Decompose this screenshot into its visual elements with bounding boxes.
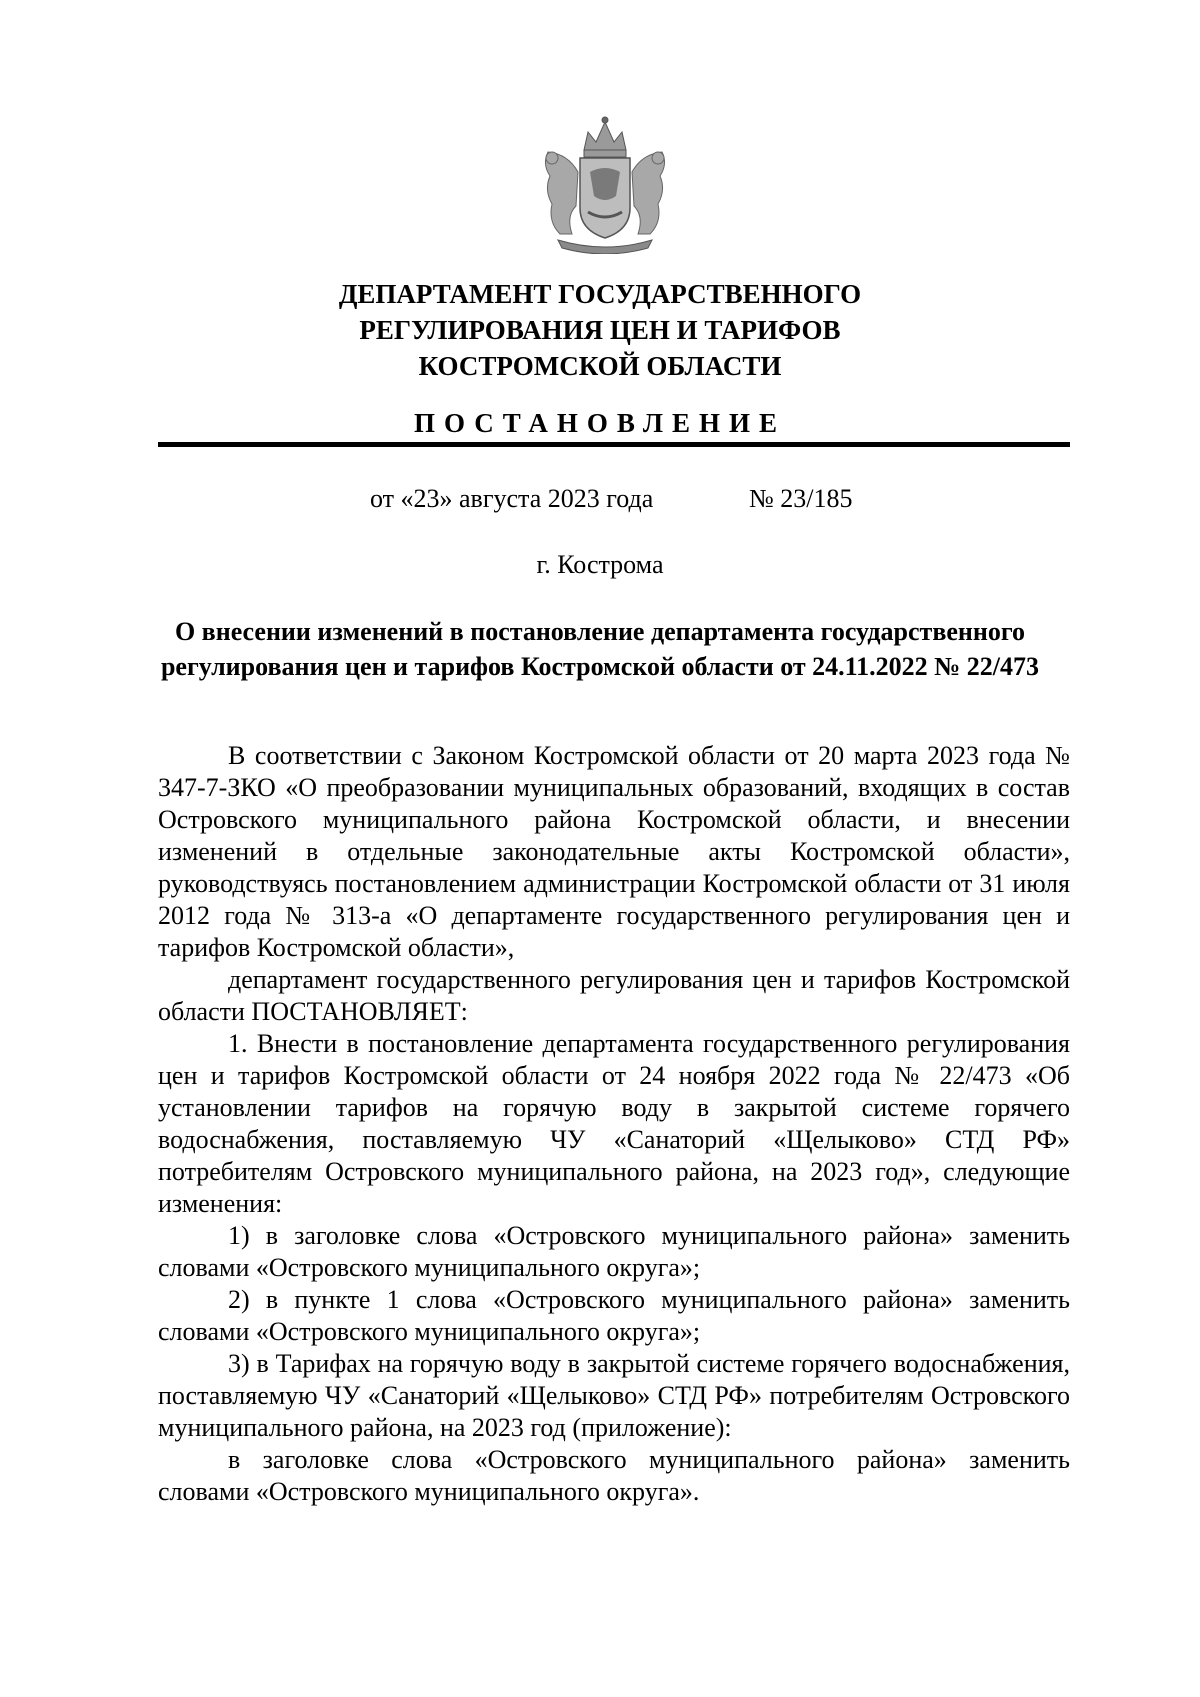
document-city: г. Кострома xyxy=(536,550,664,579)
body-paragraph-subitem-2: 2) в пункте 1 слова «Островского муниципального района» заменить словами «Островского муниципального округа»; xyxy=(158,1285,1070,1346)
document-number: № 23/185 xyxy=(749,484,853,513)
document-body xyxy=(158,740,1070,1508)
document-subject xyxy=(0,614,1200,684)
document-date: от «23» августа 2023 года xyxy=(370,484,654,513)
header-divider xyxy=(158,442,1070,447)
body-paragraph-item-1: 1. Внести в постановление департамента государственного регулирования цен и тарифов Костромской области от 24 ноября 2022 года № 22/473 «Об установлении тарифов на горячую воду в закрытой системе горячего водоснабжения, поставляемую ЧУ «Санаторий «Щелыково» СТД РФ» потребителям Островского муниципального района, на 2023 год», следующие изменения: xyxy=(158,1029,1070,1218)
document-subject-line-1: О внесении изменений в постановление департамента государственного xyxy=(174,617,1026,646)
department-name xyxy=(0,276,1200,384)
document-subject-line-2: регулирования цен и тарифов Костромской области от 24.11.2022 № 22/473 xyxy=(160,652,1040,681)
body-paragraph-subitem-3: 3) в Тарифах на горячую воду в закрытой системе горячего водоснабжения, поставляемую ЧУ «Санаторий «Щелыково» СТД РФ» потребителям Островского муниципального района, на 2023 год (приложение): xyxy=(158,1349,1070,1442)
coat-of-arms-emblem xyxy=(538,112,672,254)
right-lion-supporter-icon xyxy=(632,152,665,234)
shield-icon xyxy=(580,158,630,238)
department-name-line-2: РЕГУЛИРОВАНИЯ ЦЕН И ТАРИФОВ xyxy=(359,315,841,345)
document-type-title: ПОСТАНОВЛЕНИЕ xyxy=(413,408,787,438)
body-paragraph-subitem-1: 1) в заголовке слова «Островского муниципального района» заменить словами «Островского муниципального округа»; xyxy=(158,1221,1070,1282)
department-name-line-3: КОСТРОМСКОЙ ОБЛАСТИ xyxy=(418,351,782,381)
ribbon-icon xyxy=(558,240,652,254)
crown-icon xyxy=(584,117,626,157)
body-paragraph-subitem-3-detail: в заголовке слова «Островского муниципального района» заменить словами «Островского муниципального округа». xyxy=(158,1445,1070,1506)
left-lion-supporter-icon xyxy=(545,152,578,234)
department-name-line-1: ДЕПАРТАМЕНТ ГОСУДАРСТВЕННОГО xyxy=(338,279,862,309)
body-paragraph-preamble: В соответствии с Законом Костромской области от 20 марта 2023 года № 347-7-ЗКО «О преобразовании муниципальных образований, входящих в состав Островского муниципального района Костромской области, и внесении изменений в отдельные законодательные акты Костромской области», руководствуясь постановлением администрации Костромской области от 31 июля 2012 года № 313-а «О департаменте государственного регулирования цен и тарифов Костромской области», xyxy=(158,741,1070,962)
body-paragraph-resolves: департамент государственного регулирования цен и тарифов Костромской области ПОСТАНОВЛЯЕТ: xyxy=(158,965,1070,1026)
